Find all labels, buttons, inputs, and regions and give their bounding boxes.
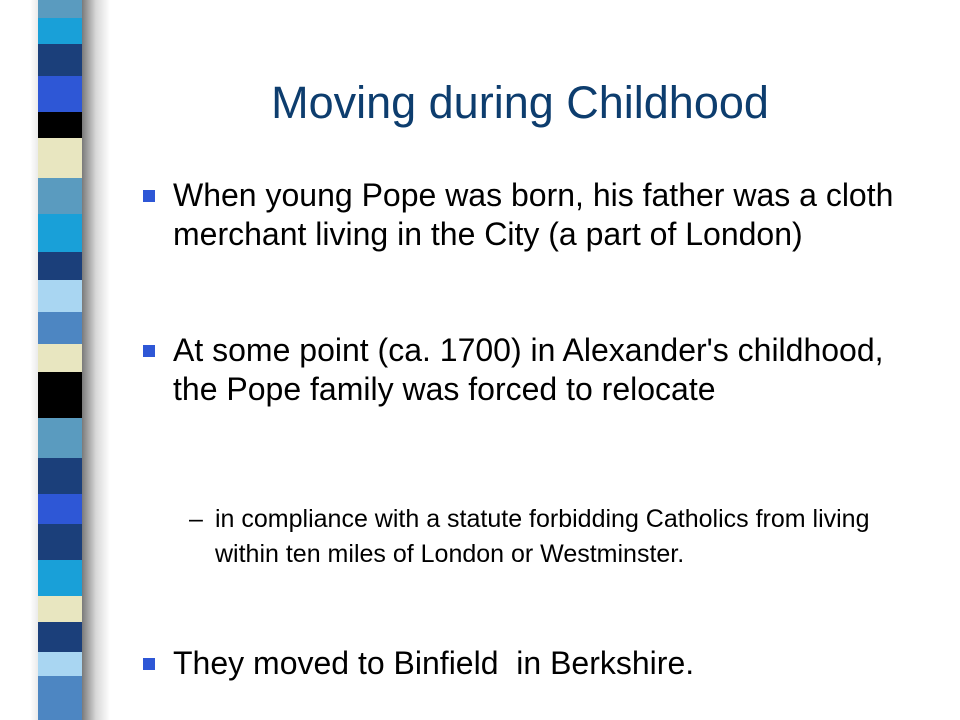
strip-block [38, 178, 82, 214]
strip-block [38, 418, 82, 458]
strip-block [38, 596, 82, 622]
strip-block [38, 372, 82, 418]
bullet-text: At some point (ca. 1700) in Alexander's childhood, the Pope family was forced to relocate [173, 332, 884, 407]
strip-block [38, 18, 82, 44]
sub-bullet-dash: – [189, 505, 203, 533]
strip-block [38, 494, 82, 524]
strip-block [38, 76, 82, 112]
strip-block [38, 252, 82, 280]
strip-block [38, 524, 82, 560]
strip-block [38, 622, 82, 652]
slide-title: Moving during Childhood [271, 77, 769, 128]
strip-block [38, 112, 82, 138]
strip-block [38, 0, 82, 18]
strip-block [38, 312, 82, 344]
decorative-side-strip [0, 0, 110, 720]
bullet-square-icon [143, 345, 155, 357]
strip-block [38, 214, 82, 252]
strip-block [38, 652, 82, 676]
strip-block [38, 44, 82, 76]
strip-block [38, 560, 82, 596]
bullet-item [173, 644, 933, 683]
bullet-text: When young Pope was born, his father was a cloth merchant living in the City (a part of London) [173, 177, 894, 252]
sub-bullet-text: in compliance with a statute forbidding Catholics from living within ten miles of London or Westminster. [215, 505, 870, 568]
sub-bullet-item [189, 502, 895, 572]
bullet-item [173, 331, 933, 409]
strip-block [38, 280, 82, 312]
bullet-item [173, 176, 933, 254]
bullet-square-icon [143, 190, 155, 202]
strip-block [38, 344, 82, 372]
strip-blocks [38, 0, 82, 720]
strip-block [38, 676, 82, 720]
strip-block [38, 458, 82, 494]
bullet-text: They moved to Binfield in Berkshire. [173, 645, 695, 681]
bullet-square-icon [143, 658, 155, 670]
strip-block [38, 138, 82, 178]
